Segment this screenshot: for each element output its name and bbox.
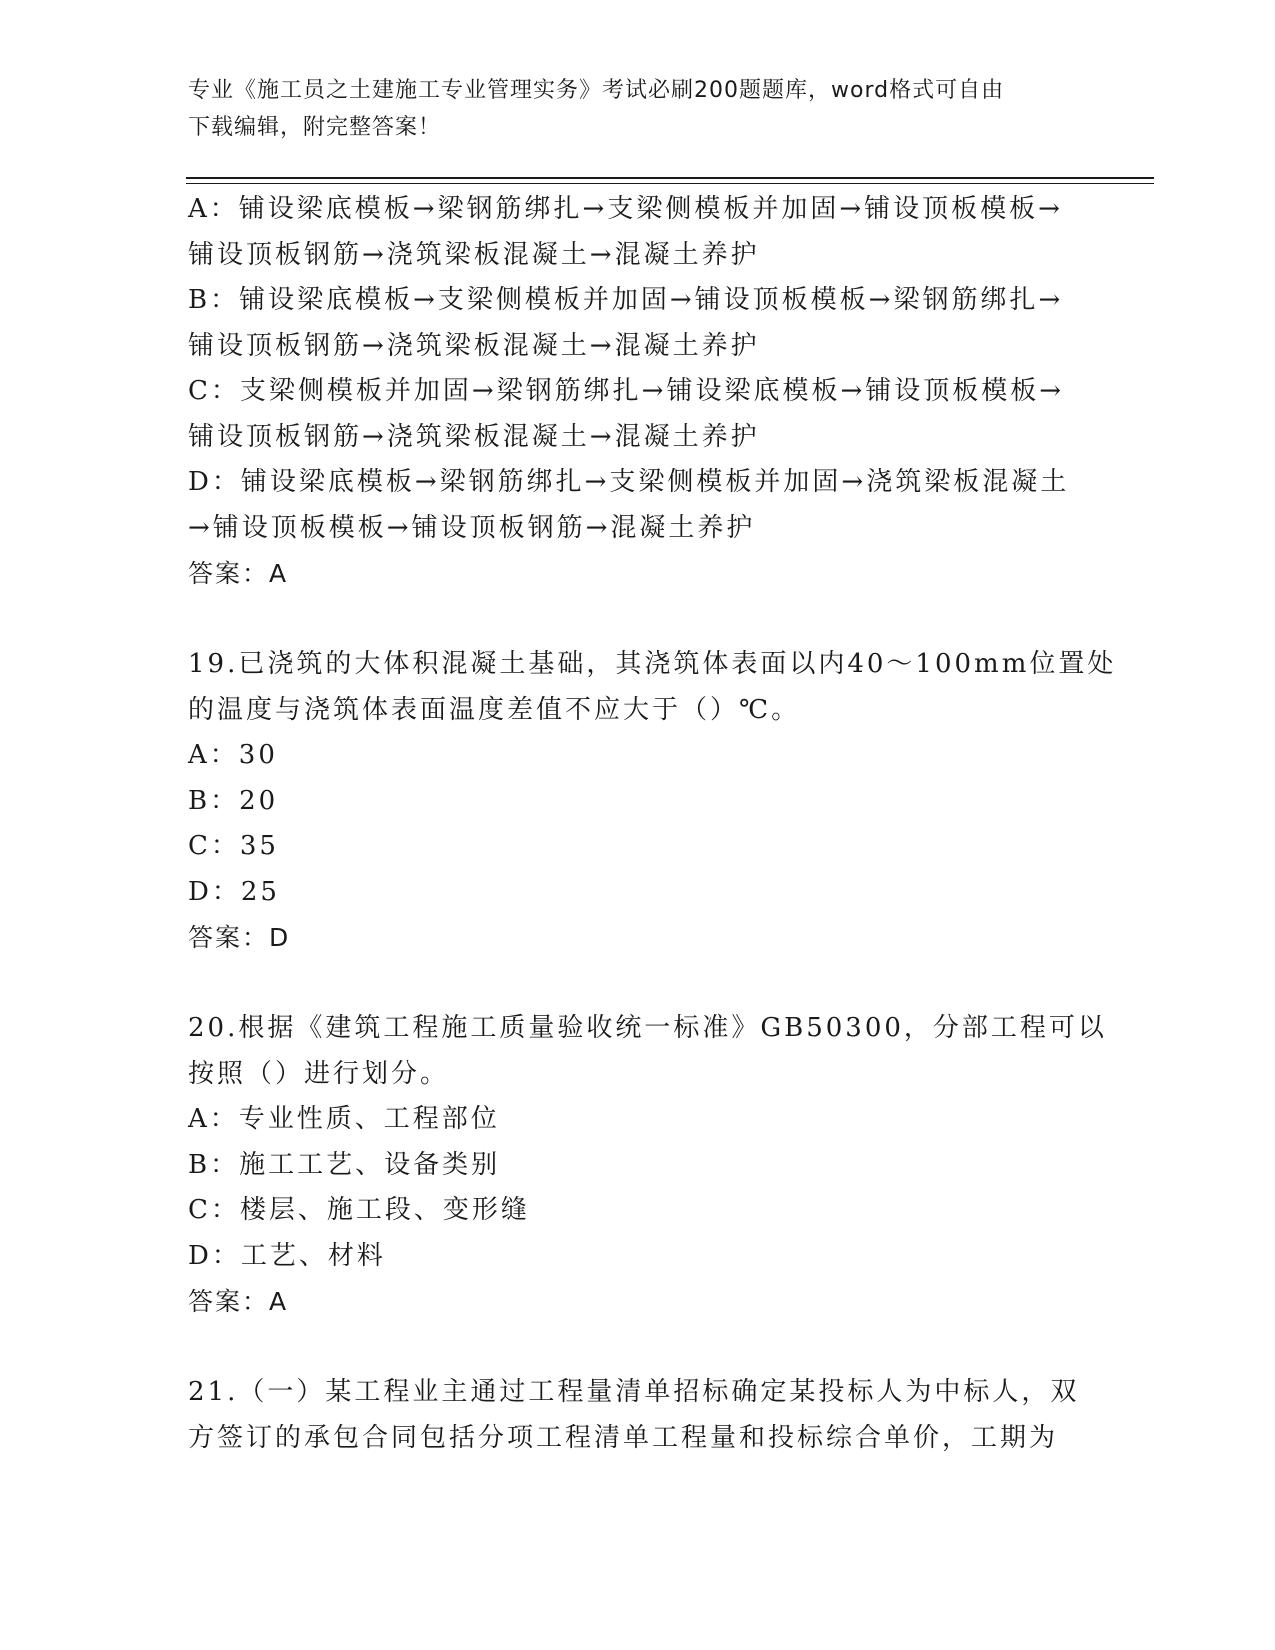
- option-b: B：20: [188, 785, 279, 816]
- option-a-line-2: 铺设顶板钢筋→浇筑梁板混凝土→混凝土养护: [188, 239, 760, 270]
- option-d-line-2: →铺设顶板模板→铺设顶板钢筋→混凝土养护: [188, 512, 756, 543]
- option-b-line-2: 铺设顶板钢筋→浇筑梁板混凝土→混凝土养护: [188, 330, 760, 361]
- answer-18: 答案：A: [188, 559, 289, 588]
- option-c: C：35: [188, 831, 279, 861]
- answer-19: 答案：D: [188, 923, 291, 952]
- question-stem-line-1: 20.根据《建筑工程施工质量验收统一标准》GB50300，分部工程可以: [188, 1013, 1107, 1043]
- option-a: A：专业性质、工程部位: [188, 1104, 500, 1134]
- question-21: [188, 1370, 1078, 1461]
- option-b: B：施工工艺、设备类别: [188, 1149, 501, 1180]
- option-c-line-2: 铺设顶板钢筋→浇筑梁板混凝土→混凝土养护: [188, 421, 760, 452]
- option-c: C：楼层、施工段、变形缝: [188, 1195, 530, 1225]
- spacer: [188, 961, 1078, 1007]
- question-stem-line-2: 方签订的承包合同包括分项工程清单工程量和投标综合单价，工期为: [188, 1422, 1059, 1453]
- header-rule-thick: [186, 177, 1154, 179]
- document-body: [188, 187, 1117, 1461]
- spacer: [188, 597, 1078, 643]
- question-stem-line-2: 按照（）进行划分。: [188, 1058, 450, 1089]
- option-c-line-1: C：支梁侧模板并加固→梁钢筋绑扎→铺设梁底模板→铺设顶板模板→: [188, 376, 1065, 406]
- question-20: [188, 1006, 1107, 1325]
- header-rule-thin: [186, 183, 1154, 184]
- option-d-line-1: D：铺设梁底模板→梁钢筋绑扎→支梁侧模板并加固→浇筑梁板混凝土: [188, 467, 1070, 497]
- question-stem-line-1: 21.（一）某工程业主通过工程量清单招标确定某投标人为中标人，双: [188, 1377, 1080, 1407]
- spacer: [188, 1325, 1078, 1371]
- header-line-1: 专业《施工员之土建施工专业管理实务》考试必刷200题题库，word格式可自由: [188, 78, 1005, 103]
- document-header: [188, 72, 1068, 146]
- question-stem-line-2: 的温度与浇筑体表面温度差值不应大于（）℃。: [188, 694, 801, 725]
- option-b-line-1: B：铺设梁底模板→支梁侧模板并加固→铺设顶板模板→梁钢筋绑扎→: [188, 285, 1064, 315]
- answer-20: 答案：A: [188, 1287, 289, 1316]
- header-line-2: 下载编辑，附完整答案！: [188, 115, 442, 140]
- option-d: D：工艺、材料: [188, 1240, 386, 1271]
- question-stem-line-1: 19.已浇筑的大体积混凝土基础，其浇筑体表面以内40～100mm位置处: [188, 649, 1117, 679]
- option-a: A：30: [188, 740, 278, 770]
- option-d: D：25: [188, 876, 280, 907]
- option-a-line-1: A：铺设梁底模板→梁钢筋绑扎→支梁侧模板并加固→铺设顶板模板→: [188, 194, 1063, 224]
- question-19: [188, 642, 1117, 961]
- question-18-options: [188, 187, 1078, 597]
